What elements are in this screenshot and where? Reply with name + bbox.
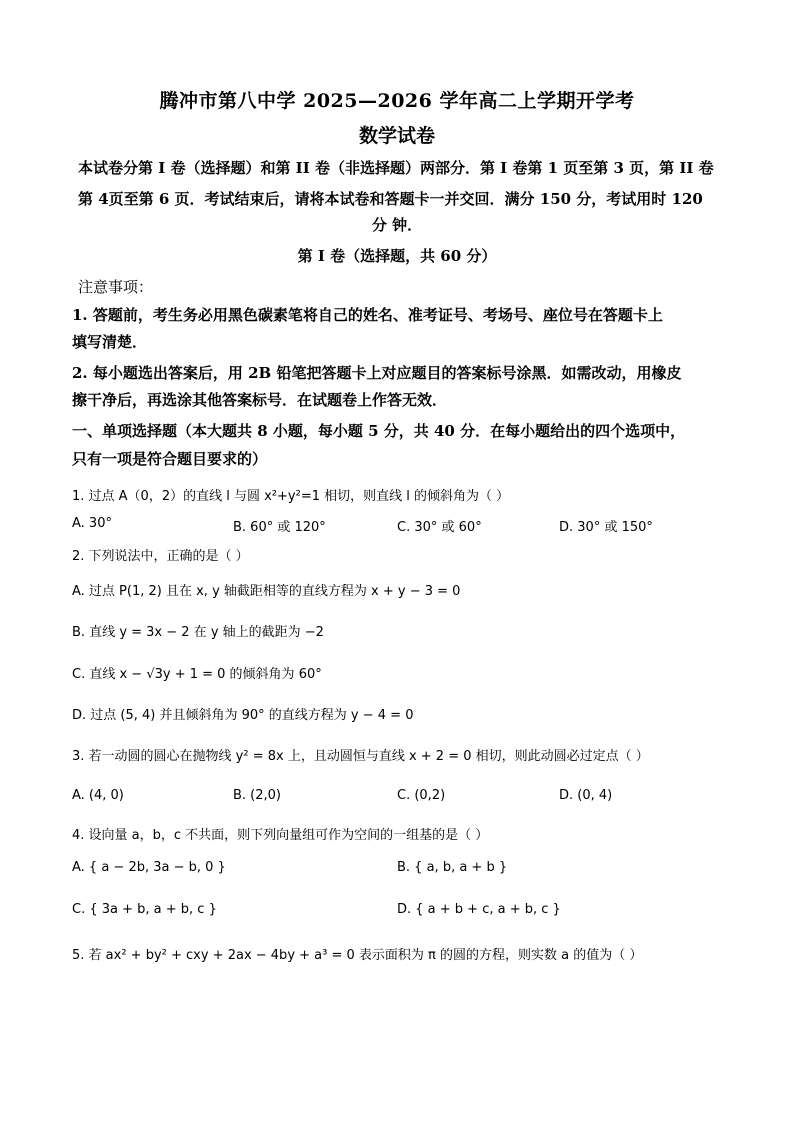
- exam-title: 腾冲市第八中学 2025—2026 学年高二上学期开学考: [159, 90, 635, 112]
- q4-stem: 4. 设向量 a，b，c 不共面，则下列向量组可作为空间的一组基的是（ ）: [72, 828, 489, 843]
- q3-option-d: D. (0, 4): [559, 788, 613, 803]
- q4-option-c: C. { 3a + b, a + b, c }: [72, 902, 217, 917]
- q3-stem: 3. 若一动圆的圆心在抛物线 y² = 8x 上，且动圆恒与直线 x + 2 = 0 相切，则此动圆必过定点（ ）: [72, 749, 649, 764]
- section-header: 第 I 卷（选择题，共 60 分）: [297, 247, 497, 265]
- notes-heading: 注意事项：: [78, 278, 154, 296]
- q1-option-a: A. 30°: [72, 516, 112, 531]
- note-1-line-2: 填写清楚．: [72, 333, 148, 351]
- note-1-line-1: 1. 答题前，考生务必用黑色碳素笔将自己的姓名、准考证号、考场号、座位号在答题卡上: [72, 306, 663, 324]
- part-1-line-1: 一、单项选择题（本大题共 8 小题，每小题 5 分，共 40 分．在每小题给出的四个选项中，: [72, 422, 686, 440]
- q4-option-a: A. { a − 2b, 3a − b, 0 }: [72, 860, 226, 875]
- intro-line-2: 第 4页至第 6 页．考试结束后，请将本试卷和答题卡一并交回．满分 150 分，考试用时 120: [78, 190, 703, 208]
- q2-stem: 2. 下列说法中，正确的是（ ）: [72, 549, 249, 564]
- q1-option-b: B. 60° 或 120°: [233, 520, 326, 535]
- q3-option-b: B. (2,0): [233, 788, 282, 803]
- q1-stem: 1. 过点 A（0，2）的直线 l 与圆 x²+y²=1 相切，则直线 l 的倾斜角为（ ）: [72, 489, 510, 504]
- intro-line-1: 本试卷分第 I 卷（选择题）和第 II 卷（非选择题）两部分．第 I 卷第 1 页至第 3 页，第 II 卷: [78, 159, 714, 177]
- note-2-line-2: 擦干净后，再选涂其他答案标号．在试题卷上作答无效．: [72, 391, 448, 409]
- q1-option-d: D. 30° 或 150°: [559, 520, 653, 535]
- q3-option-c: C. (0,2): [397, 788, 446, 803]
- q2-option-d: D. 过点 (5, 4) 并且倾斜角为 90° 的直线方程为 y − 4 = 0: [72, 708, 414, 723]
- q3-option-a: A. (4, 0): [72, 788, 124, 803]
- q2-option-c: C. 直线 x − √3y + 1 = 0 的倾斜角为 60°: [72, 667, 322, 682]
- q4-option-b: B. { a, b, a + b }: [397, 860, 508, 875]
- exam-subtitle: 数学试卷: [358, 125, 435, 147]
- q1-option-c: C. 30° 或 60°: [397, 520, 482, 535]
- q2-option-a: A. 过点 P(1, 2) 且在 x, y 轴截距相等的直线方程为 x + y − 3 = 0: [72, 584, 461, 599]
- q5-stem: 5. 若 ax² + by² + cxy + 2ax − 4by + a³ = 0 表示面积为 π 的圆的方程，则实数 a 的值为（ ）: [72, 948, 643, 963]
- q2-option-b: B. 直线 y = 3x − 2 在 y 轴上的截距为 −2: [72, 625, 324, 640]
- q4-option-d: D. { a + b + c, a + b, c }: [397, 902, 561, 917]
- intro-line-3: 分 钟．: [371, 216, 423, 234]
- part-1-line-2: 只有一项是符合题目要求的）: [72, 450, 268, 468]
- note-2-line-1: 2. 每小题选出答案后，用 2B 铅笔把答题卡上对应题目的答案标号涂黑．如需改动，用橡皮: [72, 364, 682, 382]
